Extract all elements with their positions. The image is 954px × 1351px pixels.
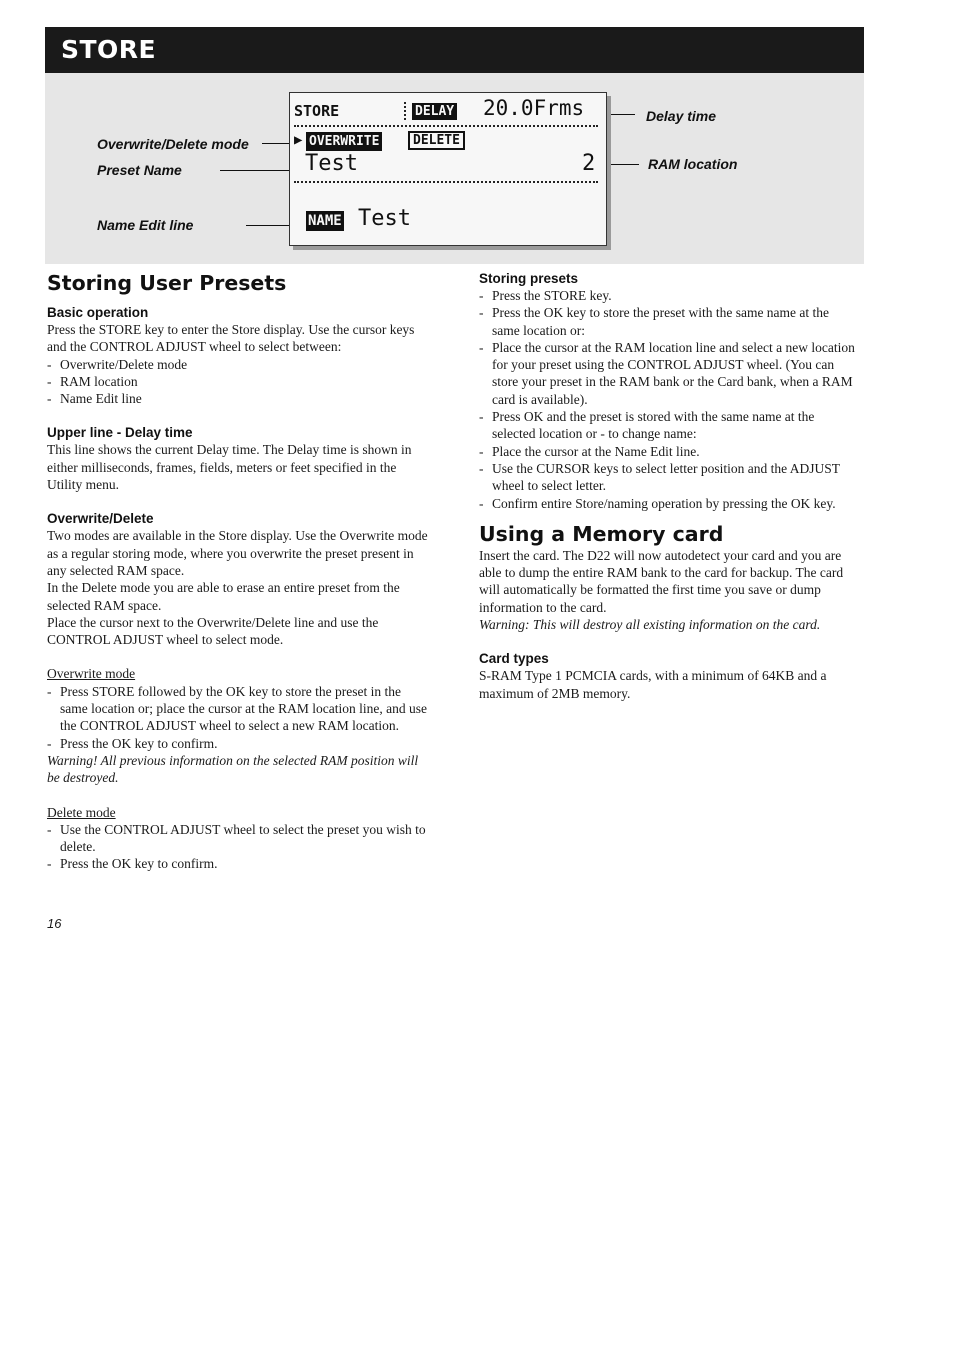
lcd-ram-number: 2 xyxy=(582,151,596,176)
list-item: - Press the OK key to confirm. xyxy=(47,855,432,872)
memory-card-text: Insert the card. The D22 will now autodetect your card and you are able to dump the entire RAM bank to the card for backup. The card will automatically be formatted the first time you save or dump information to the card. xyxy=(479,547,844,615)
section-title-using-memory-card: Using a Memory card xyxy=(479,521,724,546)
leader-line-preset-name xyxy=(220,170,297,171)
lcd-name-tag: NAME xyxy=(308,213,342,229)
list-item: - Press the OK key to store the preset with the same name at the same location or: xyxy=(479,304,859,339)
lcd-overwrite-option: OVERWRITE xyxy=(306,132,382,151)
overwrite-mode-list xyxy=(47,683,432,752)
list-item: - Place the cursor at the RAM location line and select a new location for your preset using the CONTROL ADJUST wheel. (You can store your preset in the RAM bank or the Card bank, when a RAM card is available). xyxy=(479,339,859,408)
overwrite-warning: Warning! All previous information on the selected RAM position will be destroyed. xyxy=(47,752,419,786)
lcd-delay-value: 20.0Frms xyxy=(483,96,585,120)
heading-overwrite-mode: Overwrite mode xyxy=(47,666,136,682)
list-item: - Confirm entire Store/naming operation by pressing the OK key. xyxy=(479,495,859,512)
delete-mode-list xyxy=(47,821,432,873)
list-item: - Press STORE followed by the OK key to store the preset in the same location or; place the cursor at the RAM location line, and use the CONTROL ADJUST wheel to select a new RAM location. xyxy=(47,683,432,735)
heading-storing-presets: Storing presets xyxy=(479,271,579,286)
heading-upper-line: Upper line - Delay time xyxy=(47,425,193,441)
lcd-preset-name: Test xyxy=(305,151,358,176)
list-item: - RAM location xyxy=(47,373,432,390)
overwrite-delete-p1: Two modes are available in the Store display. Use the Overwrite mode as a regular storing mode, where you overwrite the preset present in any selected RAM space. xyxy=(47,528,428,578)
lcd-vertical-divider xyxy=(404,102,406,120)
lcd-divider-bottom xyxy=(294,181,598,183)
header-bar xyxy=(45,27,864,73)
callout-delay-time: Delay time xyxy=(646,108,717,124)
storing-presets-list xyxy=(479,287,859,512)
page-number: 16 xyxy=(47,916,62,931)
heading-overwrite-delete: Overwrite/Delete xyxy=(47,511,154,527)
lcd-delay-tag: DELAY xyxy=(412,103,457,120)
section-title-storing-user-presets: Storing User Presets xyxy=(47,271,287,295)
list-item: - Use the CURSOR keys to select letter position and the ADJUST wheel to select letter. xyxy=(479,460,859,495)
lcd-name-value: Test xyxy=(358,206,411,231)
callout-name-edit-line: Name Edit line xyxy=(97,217,194,233)
lcd-store-label: STORE xyxy=(294,102,340,120)
list-item: - Place the cursor at the Name Edit line. xyxy=(479,443,859,460)
callout-preset-name: Preset Name xyxy=(97,162,182,178)
heading-delete-mode: Delete mode xyxy=(47,804,116,820)
memory-card-warning: Warning: This will destroy all existing information on the card. xyxy=(479,617,821,633)
card-types-text: S-RAM Type 1 PCMCIA cards, with a minimum of 64KB and a maximum of 2MB memory. xyxy=(479,668,827,701)
heading-card-types: Card types xyxy=(479,651,549,667)
list-item: - Press the OK key to confirm. xyxy=(47,735,432,752)
lcd-delete-option: DELETE xyxy=(408,131,465,150)
left-column xyxy=(47,270,432,873)
list-item: - Press OK and the preset is stored with the same name at the selected location or - to change name: xyxy=(479,408,859,443)
list-item: - Name Edit line xyxy=(47,390,432,407)
overwrite-delete-p3: Place the cursor next to the Overwrite/Delete line and use the CONTROL ADJUST wheel to select mode. xyxy=(47,614,379,648)
basic-operation-text: Press the STORE key to enter the Store display. Use the cursor keys and the CONTROL ADJUST wheel to select between: xyxy=(47,322,415,355)
callout-overwrite-delete-mode: Overwrite/Delete mode xyxy=(97,136,249,152)
lcd-cursor-arrow: ▶ xyxy=(294,132,303,148)
overwrite-delete-p2: In the Delete mode you are able to erase an entire preset from the selected RAM space. xyxy=(47,580,400,613)
callout-ram-location: RAM location xyxy=(648,156,738,172)
lcd-display xyxy=(289,92,607,246)
list-item: - Use the CONTROL ADJUST wheel to select the preset you wish to delete. xyxy=(47,821,432,856)
upper-line-text: This line shows the current Delay time. The Delay time is shown in either milliseconds, frames, fields, meters or feet specified in the Utility menu. xyxy=(47,442,412,493)
right-column xyxy=(479,270,859,702)
list-item: - Overwrite/Delete mode xyxy=(47,356,432,373)
page-title: STORE xyxy=(61,35,157,64)
basic-operation-list xyxy=(47,356,432,408)
lcd-divider-top xyxy=(294,125,598,127)
list-item: - Press the STORE key. xyxy=(479,287,859,304)
heading-basic-operation: Basic operation xyxy=(47,305,149,320)
